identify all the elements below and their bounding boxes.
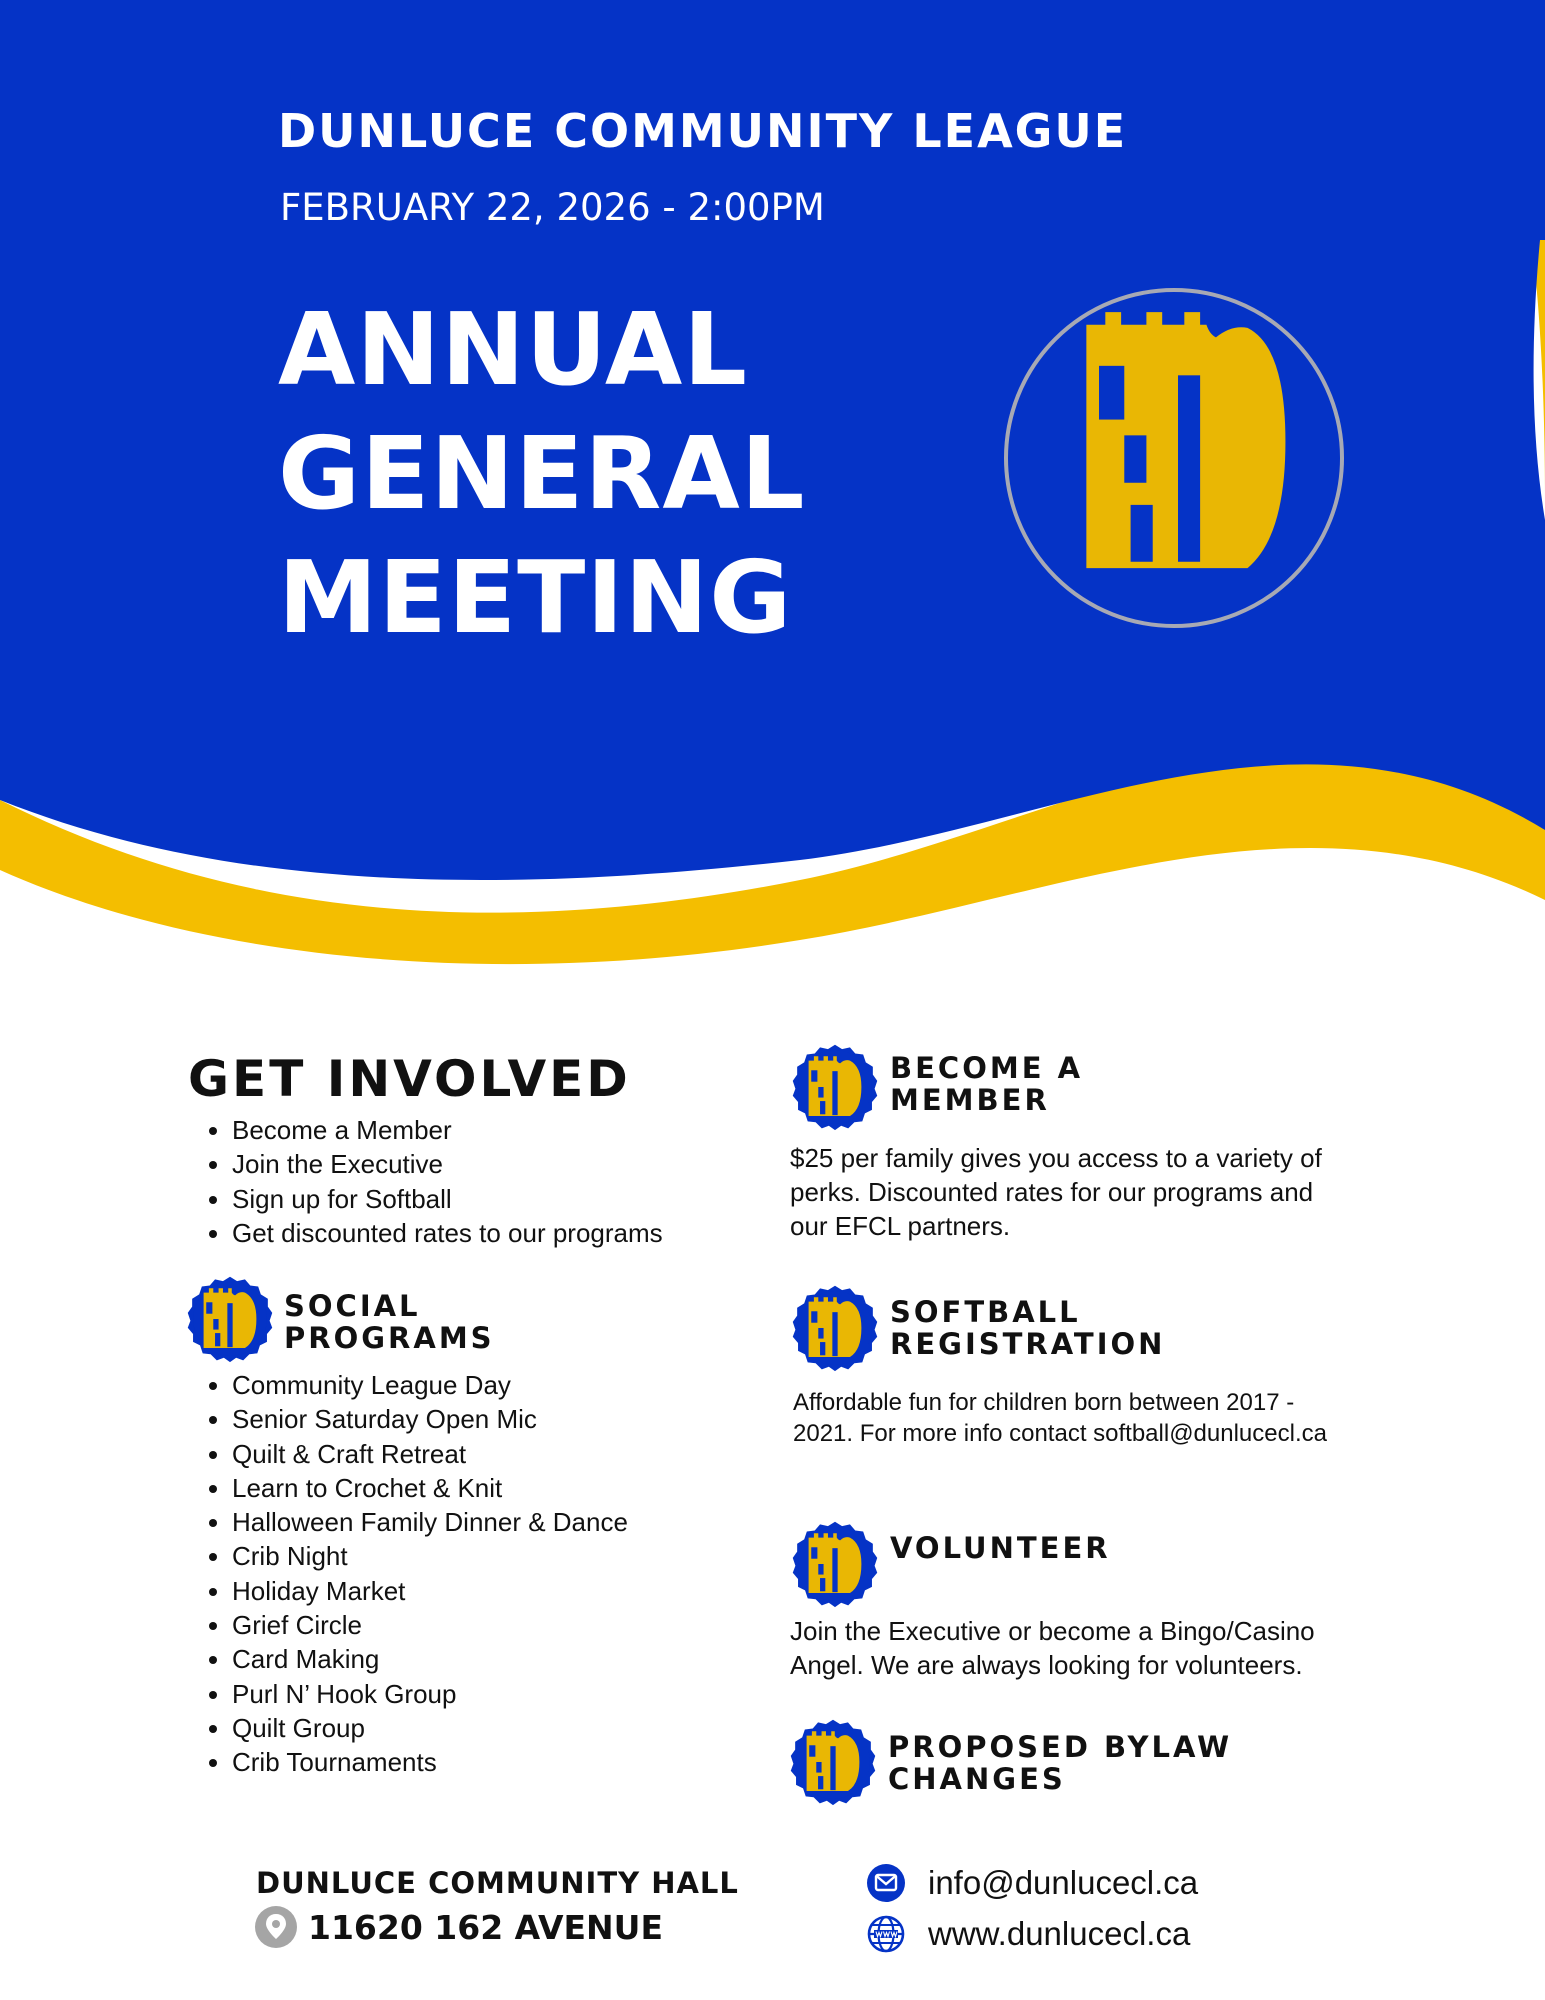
heading-line: SOCIAL [284, 1289, 421, 1323]
list-item: • Halloween Family Dinner & Dance [232, 1505, 628, 1539]
softball-description: Affordable fun for children born between 2017 - 2021. For more info contact softball@dunlucecl.ca [793, 1389, 1327, 1447]
heading-line: CHANGES [888, 1762, 1066, 1796]
social-programs-list [186, 1368, 628, 1780]
list-item: • Community League Day [232, 1368, 628, 1402]
social-programs-heading [284, 1290, 495, 1354]
email-icon [866, 1863, 906, 1903]
heading-line: VOLUNTEER [890, 1531, 1111, 1565]
list-item: • Holiday Market [232, 1574, 628, 1608]
title-line: MEETING [278, 539, 793, 656]
event-date: FEBRUARY 22, 2026 - 2:00PM [280, 186, 825, 229]
heading-line: MEMBER [890, 1083, 1050, 1117]
list-item: • Get discounted rates to our programs [232, 1216, 663, 1250]
list-item: • Purl N’ Hook Group [232, 1677, 628, 1711]
email-link[interactable]: info@dunlucecl.ca [928, 1864, 1199, 1901]
league-badge-icon [789, 1718, 877, 1806]
list-item: • Quilt Group [232, 1711, 628, 1745]
membership-description: $25 per family gives you access to a variety of perks. Discounted rates for our programs and our EFCL partners. [790, 1143, 1322, 1241]
list-item: • Card Making [232, 1642, 628, 1676]
event-title [278, 288, 806, 660]
volunteer-heading [890, 1532, 1111, 1564]
location-pin-icon [254, 1905, 298, 1949]
list-item: • Join the Executive [232, 1147, 663, 1181]
list-item: • Grief Circle [232, 1608, 628, 1642]
title-line: ANNUAL [278, 291, 749, 408]
list-item: • Crib Tournaments [232, 1745, 628, 1779]
league-logo [1002, 286, 1346, 630]
globe-icon [866, 1914, 906, 1954]
get-involved-heading: GET INVOLVED [188, 1050, 631, 1108]
list-item: • Learn to Crochet & Knit [232, 1471, 628, 1505]
volunteer-description: Join the Executive or become a Bingo/Casino Angel. We are always looking for volunteers. [790, 1616, 1315, 1680]
heading-line: SOFTBALL [890, 1295, 1081, 1329]
org-name: DUNLUCE COMMUNITY LEAGUE [278, 104, 1128, 158]
hall-name: DUNLUCE COMMUNITY HALL [256, 1866, 739, 1900]
league-badge-icon [186, 1275, 274, 1363]
league-badge-icon [791, 1284, 879, 1372]
softball-heading [890, 1296, 1165, 1360]
list-item: • Become a Member [232, 1113, 663, 1147]
league-badge-icon [791, 1043, 879, 1131]
get-involved-list [186, 1113, 663, 1250]
league-badge-icon [791, 1520, 879, 1608]
list-item: • Senior Saturday Open Mic [232, 1402, 628, 1436]
heading-line: BECOME A [890, 1051, 1084, 1085]
list-item: • Quilt & Craft Retreat [232, 1437, 628, 1471]
bylaw-heading [888, 1731, 1232, 1795]
address-text: 11620 162 AVENUE [308, 1907, 664, 1947]
heading-line: REGISTRATION [890, 1327, 1166, 1361]
list-item: • Crib Night [232, 1539, 628, 1573]
title-line: GENERAL [278, 415, 806, 532]
list-item: • Sign up for Softball [232, 1182, 663, 1216]
address [254, 1904, 663, 1950]
heading-line: PROGRAMS [284, 1321, 495, 1355]
heading-line: PROPOSED BYLAW [888, 1730, 1233, 1764]
website-contact[interactable] [866, 1911, 1190, 1957]
email-contact[interactable] [866, 1860, 1198, 1906]
membership-heading [890, 1052, 1083, 1116]
website-link[interactable]: www.dunlucecl.ca [928, 1915, 1191, 1952]
